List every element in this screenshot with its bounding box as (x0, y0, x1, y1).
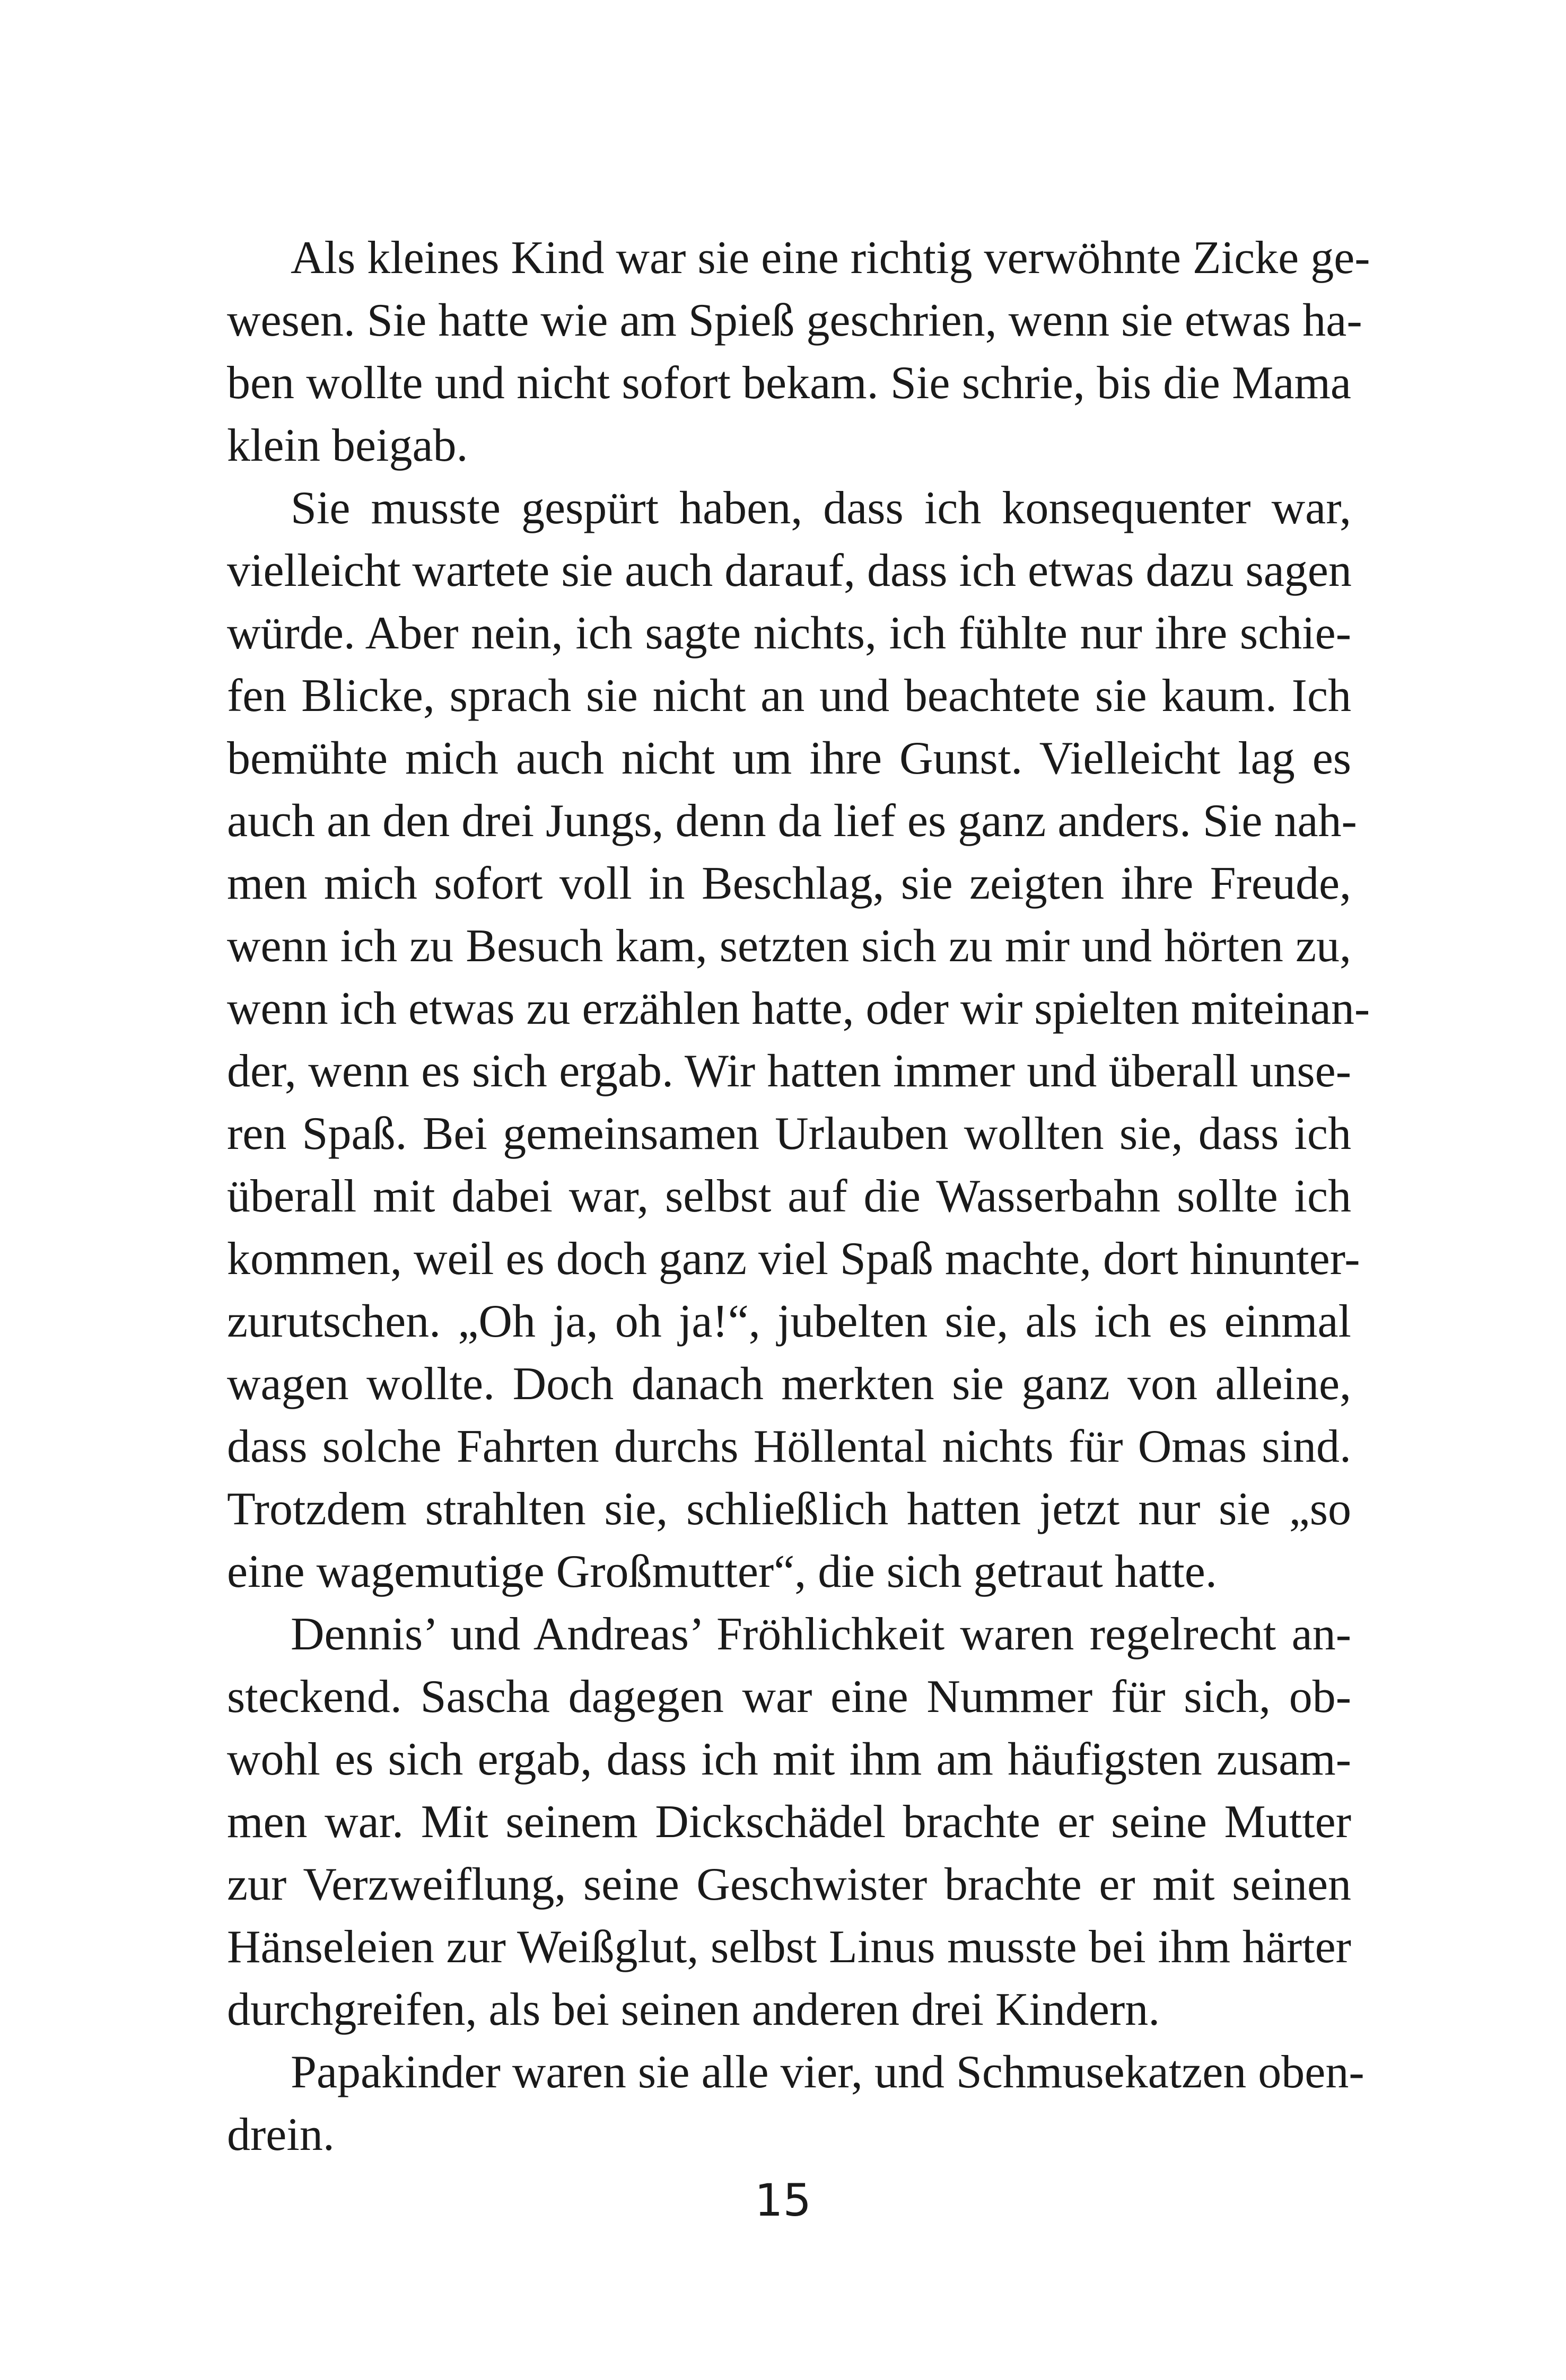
text-line: durchgreifen, als bei seinen anderen drei Kindern. (227, 1984, 1160, 2035)
text-line: wagen wollte. Doch danach merkten sie ganz von alleine, (227, 1358, 1351, 1410)
page-number: 15 (755, 2174, 811, 2226)
text-line: Hänseleien zur Weißglut, selbst Linus musste bei ihm härter (227, 1921, 1351, 1973)
text-line: Trotzdem strahlten sie, schließlich hatten jetzt nur sie „so (227, 1483, 1351, 1535)
text-line: wenn ich etwas zu erzählen hatte, oder wir spielten miteinan- (227, 983, 1370, 1034)
paragraph-3 (227, 1603, 1351, 2041)
body-text (227, 227, 1370, 2166)
text-line: men mich sofort voll in Beschlag, sie zeigten ihre Freude, (227, 858, 1351, 909)
text-line: überall mit dabei war, selbst auf die Wasserbahn sollte ich (227, 1171, 1351, 1222)
text-line: Sie musste gespürt haben, dass ich konsequenter war, (291, 482, 1351, 534)
text-line: drein. (227, 2109, 335, 2161)
text-line: steckend. Sascha dagegen war eine Nummer für sich, ob- (227, 1671, 1351, 1723)
text-line: eine wagemutige Großmutter“, die sich getraut hatte. (227, 1546, 1217, 1597)
text-line: zurutschen. „Oh ja, oh ja!“, jubelten sie, als ich es einmal (227, 1296, 1351, 1347)
paragraph-2 (227, 477, 1370, 1603)
text-line: wenn ich zu Besuch kam, setzten sich zu mir und hörten zu, (227, 920, 1351, 972)
paragraph-1 (227, 227, 1370, 477)
text-line: Dennis’ und Andreas’ Fröhlichkeit waren regelrecht an- (291, 1609, 1351, 1660)
text-line: men war. Mit seinem Dickschädel brachte er seine Mutter (227, 1796, 1351, 1848)
text-line: vielleicht wartete sie auch darauf, dass ich etwas dazu sagen (227, 545, 1352, 596)
paragraph-4 (227, 2041, 1364, 2166)
text-line: wesen. Sie hatte wie am Spieß geschrien, wenn sie etwas ha- (227, 295, 1362, 346)
text-line: bemühte mich auch nicht um ihre Gunst. Vielleicht lag es (227, 733, 1351, 784)
text-line: Papakinder waren sie alle vier, und Schmusekatzen oben- (291, 2047, 1364, 2098)
text-line: Als kleines Kind war sie eine richtig verwöhnte Zicke ge- (291, 232, 1370, 284)
text-line: würde. Aber nein, ich sagte nichts, ich fühlte nur ihre schie- (227, 608, 1351, 659)
text-line: wohl es sich ergab, dass ich mit ihm am häufigsten zusam- (227, 1734, 1351, 1785)
text-line: klein beigab. (227, 420, 468, 471)
text-line: kommen, weil es doch ganz viel Spaß machte, dort hinunter- (227, 1233, 1360, 1285)
text-line: dass solche Fahrten durchs Höllental nichts für Omas sind. (227, 1421, 1351, 1472)
text-line: der, wenn es sich ergab. Wir hatten immer und überall unse- (227, 1046, 1351, 1097)
text-line: auch an den drei Jungs, denn da lief es ganz anders. Sie nah- (227, 795, 1357, 847)
text-line: ren Spaß. Bei gemeinsamen Urlauben wollten sie, dass ich (227, 1108, 1351, 1160)
text-line: fen Blicke, sprach sie nicht an und beachtete sie kaum. Ich (227, 670, 1351, 722)
text-line: zur Verzweiflung, seine Geschwister brachte er mit seinen (227, 1859, 1351, 1910)
text-line: ben wollte und nicht sofort bekam. Sie schrie, bis die Mama (227, 357, 1351, 409)
